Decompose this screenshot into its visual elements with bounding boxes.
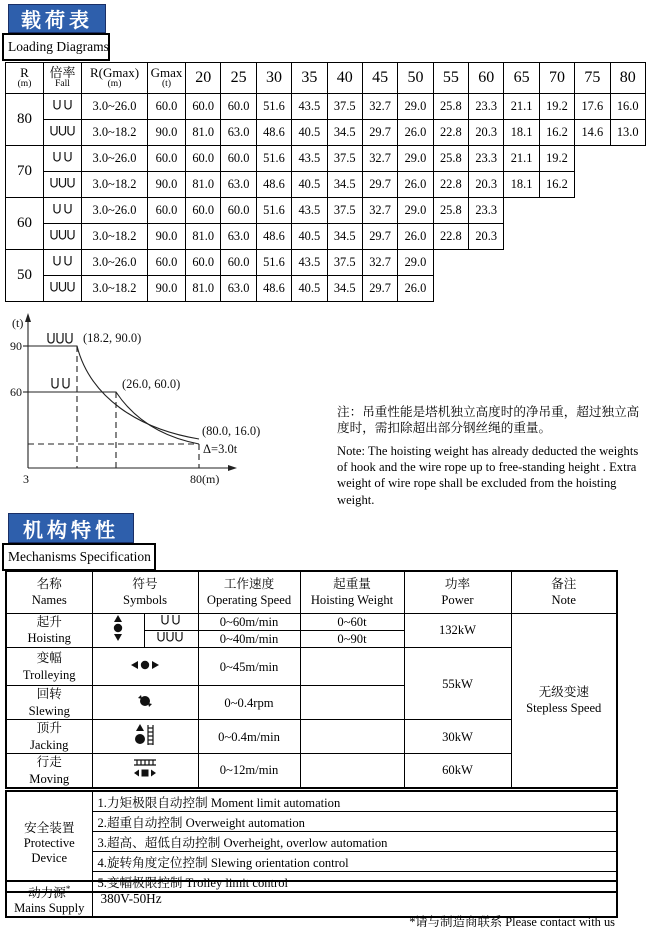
radius-col-header: 35 bbox=[292, 63, 327, 94]
fall-2-icon bbox=[44, 94, 82, 120]
radius-col-header: 80 bbox=[610, 63, 645, 94]
range-cell: 3.0~18.2 bbox=[82, 120, 148, 146]
jacking-weight bbox=[300, 720, 404, 754]
fall-2-icon bbox=[52, 378, 69, 388]
radius-col-header: 20 bbox=[186, 63, 221, 94]
load-value-cell: 51.6 bbox=[256, 198, 291, 224]
y-axis-label: (t) bbox=[12, 316, 24, 330]
note-chinese: 注：吊重性能是塔机独立高度时的净吊重，超过独立高度时，需扣除超出部分钢丝绳的重量。 bbox=[337, 405, 640, 436]
protective-device-label: 安全装置 Protective Device bbox=[6, 791, 92, 892]
load-value-cell: 32.7 bbox=[362, 198, 397, 224]
load-value-cell: 22.8 bbox=[433, 120, 468, 146]
load-value-cell: 60.0 bbox=[221, 250, 256, 276]
empty-cell bbox=[504, 276, 539, 302]
hoisting-weight-2fall: 0~60t bbox=[300, 613, 404, 630]
safety-item-4: 4.旋转角度定位控制 Slewing orientation control bbox=[92, 852, 617, 872]
radius-col-header: 40 bbox=[327, 63, 362, 94]
load-value-cell: 20.3 bbox=[469, 120, 504, 146]
header-note: 备注 Note bbox=[511, 571, 617, 613]
load-value-cell: 26.0 bbox=[398, 172, 433, 198]
load-value-cell: 29.0 bbox=[398, 198, 433, 224]
range-cell: 3.0~18.2 bbox=[82, 172, 148, 198]
radius-col-header: 60 bbox=[469, 63, 504, 94]
fall-2-icon bbox=[161, 614, 181, 626]
mechanisms-title-en: Mechanisms Specification bbox=[2, 543, 156, 571]
hoist-updown-icon-cell bbox=[92, 613, 144, 648]
load-value-cell: 29.0 bbox=[398, 146, 433, 172]
load-value-cell: 60.0 bbox=[186, 94, 221, 120]
empty-cell bbox=[610, 276, 645, 302]
trolley-leftright-icon-cell bbox=[92, 648, 198, 686]
empty-cell bbox=[539, 276, 574, 302]
load-value-cell: 16.2 bbox=[539, 172, 574, 198]
safety-item-1: 1.力矩极限自动控制 Moment limit automation bbox=[92, 791, 617, 812]
contact-footnote: *请与制造商联系 Please contact with us bbox=[409, 915, 615, 929]
load-value-cell: 34.5 bbox=[327, 120, 362, 146]
load-value-cell: 63.0 bbox=[221, 120, 256, 146]
fall-4-icon bbox=[157, 631, 185, 643]
row-hoisting-name: 起升 Hoisting bbox=[6, 613, 92, 648]
load-value-cell: 16.2 bbox=[539, 120, 574, 146]
load-value-cell: 22.8 bbox=[433, 172, 468, 198]
xtick-origin: 3 bbox=[23, 472, 29, 486]
moving-icon bbox=[130, 758, 160, 779]
load-value-cell: 48.6 bbox=[256, 224, 291, 250]
load-value-cell: 60.0 bbox=[186, 146, 221, 172]
safety-table bbox=[5, 790, 618, 893]
load-value-cell: 26.0 bbox=[398, 276, 433, 302]
safety-item-3: 3.超高、超低自动控制 Overheight, overlow automation bbox=[92, 832, 617, 852]
empty-cell bbox=[539, 250, 574, 276]
load-value-cell: 23.3 bbox=[469, 198, 504, 224]
radius-col-header: 55 bbox=[433, 63, 468, 94]
load-value-cell: 29.7 bbox=[362, 224, 397, 250]
load-value-cell: 37.5 bbox=[327, 94, 362, 120]
empty-cell bbox=[504, 224, 539, 250]
fall-4-icon-cell bbox=[144, 630, 198, 647]
mechanisms-header bbox=[2, 513, 156, 571]
load-value-cell: 21.1 bbox=[504, 94, 539, 120]
fall-4-icon bbox=[44, 276, 82, 302]
row-slewing-name: 回转 Slewing bbox=[6, 686, 92, 720]
empty-cell bbox=[469, 250, 504, 276]
load-value-cell: 63.0 bbox=[221, 224, 256, 250]
loading-diagrams-header bbox=[2, 4, 110, 61]
gmax-cell: 90.0 bbox=[148, 172, 186, 198]
load-value-cell: 60.0 bbox=[221, 146, 256, 172]
load-value-cell: 19.2 bbox=[539, 146, 574, 172]
jacking-speed: 0~0.4m/min bbox=[198, 720, 300, 754]
fall-4-icon bbox=[48, 333, 72, 343]
load-value-cell: 48.6 bbox=[256, 276, 291, 302]
slew-rotate-icon bbox=[137, 693, 153, 709]
header-power: 功率 Power bbox=[404, 571, 511, 613]
trolleying-weight bbox=[300, 648, 404, 686]
gmax-cell: 60.0 bbox=[148, 250, 186, 276]
empty-cell bbox=[575, 172, 610, 198]
load-value-cell: 25.8 bbox=[433, 146, 468, 172]
load-header-0: R (m) bbox=[6, 63, 44, 94]
load-value-cell: 18.1 bbox=[504, 172, 539, 198]
moving-weight bbox=[300, 754, 404, 788]
empty-cell bbox=[433, 250, 468, 276]
load-value-cell: 37.5 bbox=[327, 146, 362, 172]
load-value-cell: 25.8 bbox=[433, 94, 468, 120]
radius-col-header: 65 bbox=[504, 63, 539, 94]
radius-cell: 60 bbox=[6, 198, 44, 250]
load-value-cell: 14.6 bbox=[575, 120, 610, 146]
jacking-icon bbox=[134, 724, 156, 746]
load-value-cell: 37.5 bbox=[327, 198, 362, 224]
note-english: Note: The hoisting weight has already deducted the weights of hook and the wire rope up to free-standing height . Extra weight of wire rope shall be excluded from the hoisting weight. bbox=[337, 443, 639, 507]
safety-item-5: 5.变幅极限控制 Trolley limit control bbox=[92, 872, 617, 893]
radius-col-header: 45 bbox=[362, 63, 397, 94]
range-cell: 3.0~26.0 bbox=[82, 250, 148, 276]
load-value-cell: 40.5 bbox=[292, 120, 327, 146]
load-value-cell: 13.0 bbox=[610, 120, 645, 146]
header-names: 名称 Names bbox=[6, 571, 92, 613]
load-value-cell: 25.8 bbox=[433, 198, 468, 224]
mains-supply-value: 380V-50Hz bbox=[92, 881, 617, 917]
empty-cell bbox=[610, 250, 645, 276]
annotation-90: (18.2, 90.0) bbox=[83, 331, 142, 345]
load-value-cell: 63.0 bbox=[221, 172, 256, 198]
fall-4-icon bbox=[44, 172, 82, 198]
load-value-cell: 81.0 bbox=[186, 276, 221, 302]
annotation-delta: Δ=3.0t bbox=[203, 442, 238, 456]
empty-cell bbox=[610, 198, 645, 224]
load-value-cell: 60.0 bbox=[221, 198, 256, 224]
load-value-cell: 63.0 bbox=[221, 276, 256, 302]
load-value-cell: 26.0 bbox=[398, 224, 433, 250]
load-header-3: Gmax (t) bbox=[148, 63, 186, 94]
radius-col-header: 25 bbox=[221, 63, 256, 94]
hoisting-weight-note bbox=[337, 404, 649, 508]
load-value-cell: 20.3 bbox=[469, 172, 504, 198]
load-value-cell: 81.0 bbox=[186, 224, 221, 250]
empty-cell bbox=[575, 198, 610, 224]
fall-2-icon-cell bbox=[144, 613, 198, 630]
jacking-power: 30kW bbox=[404, 720, 511, 754]
empty-cell bbox=[610, 172, 645, 198]
load-value-cell: 60.0 bbox=[186, 250, 221, 276]
load-value-cell: 43.5 bbox=[292, 146, 327, 172]
load-value-cell: 16.0 bbox=[610, 94, 645, 120]
load-value-cell: 29.7 bbox=[362, 276, 397, 302]
xtick-end: 80(m) bbox=[190, 472, 220, 486]
radius-cell: 70 bbox=[6, 146, 44, 198]
load-value-cell: 17.6 bbox=[575, 94, 610, 120]
trolleying-slewing-power: 55kW bbox=[404, 648, 511, 720]
hoist-updown-icon bbox=[112, 615, 124, 641]
radius-col-header: 50 bbox=[398, 63, 433, 94]
jacking-icon-cell bbox=[92, 720, 198, 754]
load-value-cell: 40.5 bbox=[292, 276, 327, 302]
load-value-cell: 60.0 bbox=[221, 94, 256, 120]
gmax-cell: 60.0 bbox=[148, 146, 186, 172]
gmax-cell: 90.0 bbox=[148, 276, 186, 302]
empty-cell bbox=[433, 276, 468, 302]
empty-cell bbox=[539, 224, 574, 250]
radius-col-header: 70 bbox=[539, 63, 574, 94]
range-cell: 3.0~18.2 bbox=[82, 276, 148, 302]
hoisting-power: 132kW bbox=[404, 613, 511, 648]
hoisting-speed-2fall: 0~60m/min bbox=[198, 613, 300, 630]
load-value-cell: 60.0 bbox=[186, 198, 221, 224]
load-value-cell: 26.0 bbox=[398, 120, 433, 146]
load-value-cell: 29.0 bbox=[398, 250, 433, 276]
load-table bbox=[5, 62, 646, 302]
moving-icon-cell bbox=[92, 754, 198, 788]
load-value-cell: 43.5 bbox=[292, 94, 327, 120]
curve-2-fall bbox=[28, 392, 199, 444]
moving-power: 60kW bbox=[404, 754, 511, 788]
slew-rotate-icon-cell bbox=[92, 686, 198, 720]
empty-cell bbox=[504, 198, 539, 224]
range-cell: 3.0~26.0 bbox=[82, 146, 148, 172]
header-hoisting-weight: 起重量 Hoisting Weight bbox=[300, 571, 404, 613]
ytick-60: 60 bbox=[10, 385, 22, 399]
y-axis-arrow-icon bbox=[25, 313, 31, 322]
load-value-cell: 34.5 bbox=[327, 172, 362, 198]
load-value-cell: 20.3 bbox=[469, 224, 504, 250]
load-value-cell: 40.5 bbox=[292, 172, 327, 198]
moving-speed: 0~12m/min bbox=[198, 754, 300, 788]
mechanisms-table bbox=[5, 570, 618, 789]
safety-item-2: 2.超重自动控制 Overweight automation bbox=[92, 812, 617, 832]
empty-cell bbox=[610, 146, 645, 172]
load-value-cell: 32.7 bbox=[362, 94, 397, 120]
empty-cell bbox=[610, 224, 645, 250]
load-value-cell: 21.1 bbox=[504, 146, 539, 172]
load-curve-chart bbox=[10, 305, 340, 501]
load-value-cell: 81.0 bbox=[186, 120, 221, 146]
load-value-cell: 29.7 bbox=[362, 172, 397, 198]
empty-cell bbox=[575, 146, 610, 172]
range-cell: 3.0~26.0 bbox=[82, 198, 148, 224]
load-value-cell: 43.5 bbox=[292, 250, 327, 276]
empty-cell bbox=[504, 250, 539, 276]
radius-col-header: 75 bbox=[575, 63, 610, 94]
load-value-cell: 51.6 bbox=[256, 250, 291, 276]
empty-cell bbox=[575, 276, 610, 302]
fall-2-icon bbox=[44, 250, 82, 276]
header-operating-speed: 工作速度 Operating Speed bbox=[198, 571, 300, 613]
empty-cell bbox=[539, 198, 574, 224]
trolley-leftright-icon bbox=[131, 659, 159, 671]
load-value-cell: 34.5 bbox=[327, 224, 362, 250]
radius-col-header: 30 bbox=[256, 63, 291, 94]
load-value-cell: 32.7 bbox=[362, 250, 397, 276]
range-cell: 3.0~18.2 bbox=[82, 224, 148, 250]
gmax-cell: 60.0 bbox=[148, 198, 186, 224]
fall-4-icon bbox=[44, 224, 82, 250]
load-value-cell: 29.0 bbox=[398, 94, 433, 120]
load-value-cell: 19.2 bbox=[539, 94, 574, 120]
loading-title-cn: 载荷表 bbox=[8, 4, 106, 33]
load-value-cell: 40.5 bbox=[292, 224, 327, 250]
gmax-cell: 60.0 bbox=[148, 94, 186, 120]
fall-2-icon bbox=[44, 146, 82, 172]
mechanisms-title-cn: 机构特性 bbox=[8, 513, 134, 543]
gmax-cell: 90.0 bbox=[148, 224, 186, 250]
load-header-2: R(Gmax) (m) bbox=[82, 63, 148, 94]
fall-2-icon bbox=[44, 198, 82, 224]
ytick-90: 90 bbox=[10, 339, 22, 353]
load-value-cell: 51.6 bbox=[256, 146, 291, 172]
load-value-cell: 51.6 bbox=[256, 94, 291, 120]
load-value-cell: 22.8 bbox=[433, 224, 468, 250]
hoisting-weight-4fall: 0~90t bbox=[300, 630, 404, 647]
radius-cell: 80 bbox=[6, 94, 44, 146]
header-symbols: 符号 Symbols bbox=[92, 571, 198, 613]
slewing-weight bbox=[300, 686, 404, 720]
row-moving-name: 行走 Moving bbox=[6, 754, 92, 788]
empty-cell bbox=[469, 276, 504, 302]
load-value-cell: 43.5 bbox=[292, 198, 327, 224]
load-value-cell: 23.3 bbox=[469, 146, 504, 172]
mains-supply-label: 动力源* Mains Supply bbox=[6, 881, 92, 917]
x-axis-arrow-icon bbox=[228, 465, 237, 471]
load-value-cell: 18.1 bbox=[504, 120, 539, 146]
radius-cell: 50 bbox=[6, 250, 44, 302]
loading-title-en: Loading Diagrams bbox=[2, 33, 110, 61]
annotation-60: (26.0, 60.0) bbox=[122, 377, 181, 391]
load-value-cell: 29.7 bbox=[362, 120, 397, 146]
fall-4-icon bbox=[44, 120, 82, 146]
row-trolleying-name: 变幅 Trolleying bbox=[6, 648, 92, 686]
load-value-cell: 34.5 bbox=[327, 276, 362, 302]
stepless-speed-note: 无级变速 Stepless Speed bbox=[511, 613, 617, 788]
load-value-cell: 48.6 bbox=[256, 120, 291, 146]
load-value-cell: 23.3 bbox=[469, 94, 504, 120]
load-value-cell: 37.5 bbox=[327, 250, 362, 276]
empty-cell bbox=[575, 224, 610, 250]
load-header-1: 倍率 Fall bbox=[44, 63, 82, 94]
annotation-16: (80.0, 16.0) bbox=[202, 424, 261, 438]
gmax-cell: 90.0 bbox=[148, 120, 186, 146]
empty-cell bbox=[575, 250, 610, 276]
load-value-cell: 81.0 bbox=[186, 172, 221, 198]
trolleying-speed: 0~45m/min bbox=[198, 648, 300, 686]
load-value-cell: 48.6 bbox=[256, 172, 291, 198]
hoisting-speed-4fall: 0~40m/min bbox=[198, 630, 300, 647]
slewing-speed: 0~0.4rpm bbox=[198, 686, 300, 720]
load-value-cell: 32.7 bbox=[362, 146, 397, 172]
row-jacking-name: 顶升 Jacking bbox=[6, 720, 92, 754]
range-cell: 3.0~26.0 bbox=[82, 94, 148, 120]
